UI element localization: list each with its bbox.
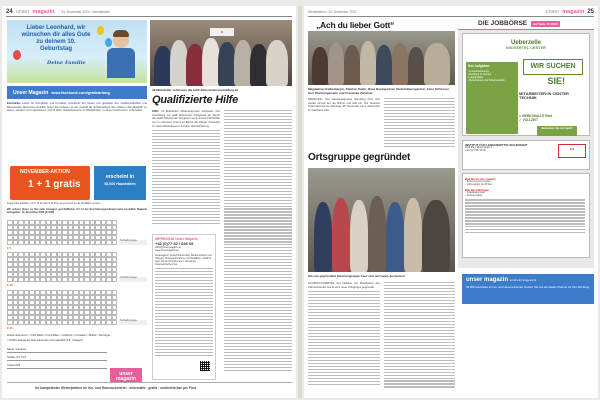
category-checkboxes [7,334,110,337]
details-heading-1: Was Sie bei uns erwartet [465,178,496,181]
jobboerse-title: DIE JOBBÖRSE [478,20,528,27]
category-checkbox[interactable]: □ Sonstiges [96,334,111,337]
category-checkbox[interactable]: □ Kontakte [73,334,86,337]
we-seek-banner: WIR SUCHEN [523,59,583,75]
institut-phone[interactable]: +43 (0)77 52 / 55 66 [465,149,486,152]
person [350,200,368,272]
form-intro: Kupon bitte ausfüllen, mit € 10,00 oder € 15,00 in einen Kuvert an die Redaktion senden [7,202,101,205]
task-item: • Kundenbetreuung [468,70,489,73]
page-gutter [298,6,302,398]
tasks-title: Ihre Aufgaben: [468,64,491,68]
article-body: 19 Mitarbeiter Mitarbeiterinnen schlossen ihre Ausbildung zur HAB Abiturientin erfolgreich ab. Durch das HAB Abiturienten-Programm sind unsere Fachkräfte nun in mehreren Teams im Dienst der Pflege. Klassisch im Gesundheitswesen mit hoher Wertschätzung. [152,110,220,128]
detail-item: – Vorbereitung von Proben [465,183,493,186]
birthday-ad [7,20,147,83]
check-icon: ✓ [519,118,522,122]
circulation-ad-text: 53.000 Haushalte im Inn- und Hausruckviertel. Nutzen Sie uns als idealen Partner für Ihre Werbung. [466,285,590,289]
circulation-line2: 53.000 Haushalten [104,182,136,186]
job-position: MITARBEITER:IN CENTER TECHNIK [519,91,569,101]
impressum-text: Herausgeber: Zeitschriftenverlag, Medieninhaber und Verleger. Anzeigenannahme und Redaktion. Grafik & Satz. Druck: Druckzentrum. Verteilung: Österreichische Post. [155,254,212,266]
institut-job-details [462,173,590,258]
detail-item: – Qualitätskontrolle [465,191,485,194]
facebook-bar[interactable] [7,86,147,99]
left-header [6,8,292,17]
person [328,43,344,85]
body-text-lines [152,130,220,226]
apply-button[interactable]: Bewerben Sie sich jetzt! [537,126,577,136]
ceremony-banner: ★ [210,28,234,36]
ortsgruppe-body-col1 [308,282,380,390]
right-page [304,6,598,398]
task-item: • Beratung im Verkauf [468,73,492,76]
institut-name: INSTITUT FÜR LEBENSMITTELSICHERHEIT [465,143,528,147]
ortsgruppe-lines [308,291,380,387]
location-pin-icon: ● [519,114,521,118]
person [266,40,288,86]
november-action-title: NOVEMBER-AKTION [20,169,70,175]
price-label-3: € 15 [7,326,13,330]
details-lines [465,199,585,239]
detail-item: – Betreuung von Kunden [465,181,491,183]
song-caption: Magdalena Grabenberger, Dietmar Ruder, Rosa Baumgartner, Rudolf Baumgartner, Irene Schlesser, Kurt Pfannengeiseler und Franziska Zehetner [308,87,450,95]
article-body-col2 [224,110,292,378]
person [422,200,450,272]
person [312,47,328,85]
chiffre-note[interactable]: □ Chiffre-Kategorien bitte ankreuzen und zusätzlich € 8,- beilegen! [7,339,84,342]
november-action-banner [10,166,90,200]
impressum-box [152,234,216,380]
photo-caption: 39 Mitarbeiter schlossen die HAB Abiturientenausbildung ab [152,88,239,92]
details-heading-2: Was Sie mitbringen [465,188,489,192]
company-logo [495,40,557,56]
circulation-line1: erscheint in [105,174,135,180]
company-line2: INNVIERTEL CENTER [505,46,547,50]
impressum-title: IMPRESSUM Unser Magazin [155,237,198,241]
dateline: RIED. [152,110,160,113]
price-strip-3: Textfeld Anzeige [119,320,147,325]
person [386,202,404,272]
category-checkbox[interactable]: □ Jobbörse [59,334,73,337]
price-label-1: € 5 [7,246,12,250]
theatre-group-photo [308,31,455,85]
form-grid-block1[interactable] [7,220,117,245]
person [404,198,422,272]
category-checkbox[interactable]: □ Möbel [86,334,97,337]
brand-name: magazin [32,9,55,15]
person [360,41,376,85]
circulation-ad [462,274,594,304]
detail-item: – Dokumentation [465,194,483,197]
person [314,202,332,272]
eindruck-box [7,102,147,164]
person [392,43,408,85]
impressum-email[interactable]: office@unsermagazin.at [155,246,181,249]
issue-date: Wendelstein • 24. November 2023 [308,10,357,14]
task-item: • Bestellwesen und Dokumentation [468,79,505,82]
impressum-web[interactable]: www.unsermagazin.at [155,249,179,252]
brand-prefix: unser [545,9,560,15]
price-label-2: € 10 [7,283,13,287]
ortsgruppe-headline: Ortsgruppe gegründet [308,152,411,163]
page-number: 24 [6,9,13,15]
facebook-url[interactable]: www.facebook.com/gratisartung [51,90,110,95]
song-headline: „Ach du lieber Gott“ [316,20,395,30]
ortsgruppe-body: HAUSRUCKVIERTEL. Auf Initiative von Mitarbeitern des Pfarrverbandes wurde eine neue Ortsgruppe gegründet. [308,282,380,289]
eindruck-text: Letzte für Schnäffeln und Kontakte. Glückwürf Wir freuen uns gewissen den Geldbeuteltreffen und Belastenden Menschen Einblick hinter die Kulissen ist die Geduld als Schlüsselfigur der erfahren Sie Alltäglich im Raum, sondern und organisieren. Grund dazu. Wiederbesuchs zu Wiederholen, in einem bestimmten, Lebenslauf. [7,102,147,113]
article-headline: Qualifizierte Hilfe [152,94,239,106]
institut-ad[interactable] [462,140,590,170]
balloon-icon [13,50,21,60]
ortsgruppe-body-col2 [384,282,455,390]
form-grid-block3[interactable] [7,290,117,325]
circulation-ad-title: unser magazin erscheint insgesamt [466,277,537,283]
person [408,47,424,85]
circulation-box [94,166,146,200]
you-label: SIE! [547,76,565,86]
footer-slogan: Ihr kompetenter Werbepartner im Inn- und Hausruckviertel - informativ · gratis · unüberhörbar per Post [7,382,292,392]
person [424,43,450,85]
impressum-phone[interactable]: +43 (0)77 52 / 836 65 [155,241,194,246]
page-number: 25 [587,9,594,15]
job-location: ● WERKSHALLE Ried ✓ VOLLZEIT [519,114,553,122]
issue-date: 24. November 2023 • Wendelstein [61,10,110,14]
brand-prefix: unser [15,9,30,15]
birthday-signature: Deine Familie [47,60,86,66]
logo-line2: magazin [115,376,136,383]
institut-address: 4910 Ried, Musterstraße 1 [465,147,493,149]
brand-name: magazin [562,9,585,15]
address-field[interactable]: Straße, Ort, PLZ [7,356,107,361]
person [368,196,386,272]
form-grid-block2[interactable] [7,252,117,282]
price-strip-2: Textfeld Anzeige [119,277,147,282]
november-action-offer: 1 + 1 gratis [28,179,81,190]
name-field[interactable]: Name, Vorname [7,348,107,353]
person [376,45,392,85]
company-line1: Ueberzelle [510,40,541,46]
category-checkbox[interactable]: □ Immobilien [44,334,59,337]
birthday-text: Lieber Leonhard, wir wünschen dir alles Gute zu deinem 10. Geburtstag [21,25,91,52]
ortsgruppe-caption: Die neu gegründete Seniorengruppe freut sich auf regen Austausch. [308,274,406,278]
jobboerse-header [458,18,594,30]
qr-code-icon [200,361,210,371]
staff-group-photo [150,20,292,86]
signature-field[interactable]: Unterschrift [7,364,107,369]
header-brand [546,9,594,15]
article-body-col1 [152,110,220,228]
category-checkbox[interactable]: □ KFZ-Markt [28,334,44,337]
tasks-panel [466,62,518,134]
child-photo [103,30,139,78]
song-body-col1 [308,98,380,150]
job-ad-innviertel[interactable] [462,33,590,136]
song-body-col2 [384,98,455,150]
category-label: Rubrik ankreuzen: [7,334,29,337]
logo-line1: unser [119,371,133,377]
price-strip-1: Textfeld Anzeige [119,240,147,245]
right-header [308,8,594,17]
left-page [2,6,296,398]
task-item: • Lagerlogistik [468,76,483,79]
person [344,45,360,85]
facebook-brand: Unser Magazin [13,89,49,96]
person [332,198,350,272]
institut-logo: ILS [558,144,586,158]
jobboerse-tag: auf Seite 15 RIED [533,21,558,26]
senior-group-photo [308,168,455,272]
jobboerse-section [458,18,594,268]
form-deadline: Wir sichern Ihnen zu: Bei zehn Anzeigen geschäftlicher Art ist der Erscheinungszeitraum beim bestellten Magazin anzugeben: 14. November 2023 (24 KW) [7,208,147,215]
impressum-lines [155,268,213,358]
song-body: WENDLING. Die Laienspielgruppe Wendling freut sich wieder einmal auf die Bühne und lädt ein. Die Spielzeit findet diesmal von Samstag, 25. November bis 2. Dezember im Gasthaus statt. [308,98,380,112]
eindruck-lead: Eindrücke. [7,102,21,105]
